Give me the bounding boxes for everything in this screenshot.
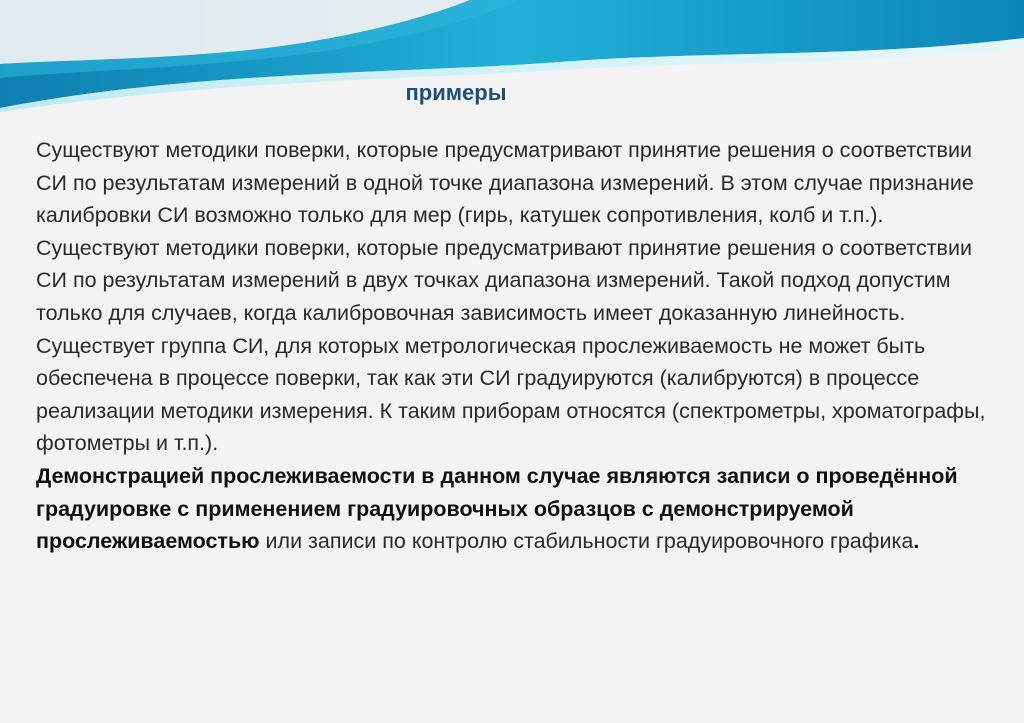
traceability-bold-text: Демонстрацией прослеживаемости в данном случае являются записи о проведённой градуировке с применением градуировочных образцов с демонстрируемой прослеживаемостью <box>36 463 958 554</box>
paragraph-traceability <box>36 460 996 558</box>
traceability-end-period: . <box>913 529 920 554</box>
paragraph-two-points: Существуют методики поверки, которые предусматривают принятие решения о соответствии СИ по результатам измерений в двух точках диапазона измерений. Такой подход допустим только для случаев, когда калибровочная зависимость имеет доказанную линейность. <box>36 235 972 325</box>
slide-body <box>36 134 996 558</box>
paragraph-one-point: Существуют методики поверки, которые предусматривают принятие решения о соответствии СИ по результатам измерений в одной точке диапазона измерений. В этом случае признание калибровки СИ возможно только для мер (гирь, катушек сопротивления, колб и т.п.). <box>36 138 974 228</box>
paragraph-si-group: Существует группа СИ, для которых метрологическая прослеживаемость не может быть обеспечена в процессе поверки, так как эти СИ градуируются (калибруются) в процессе реализации методики измерения. К таким приборам относятся (спектрометры, хроматографы, фотометры и т.п.). <box>36 333 986 456</box>
traceability-normal-text: или записи по контролю стабильности градуировочного графика <box>259 529 914 554</box>
slide-title: примеры <box>405 80 507 105</box>
